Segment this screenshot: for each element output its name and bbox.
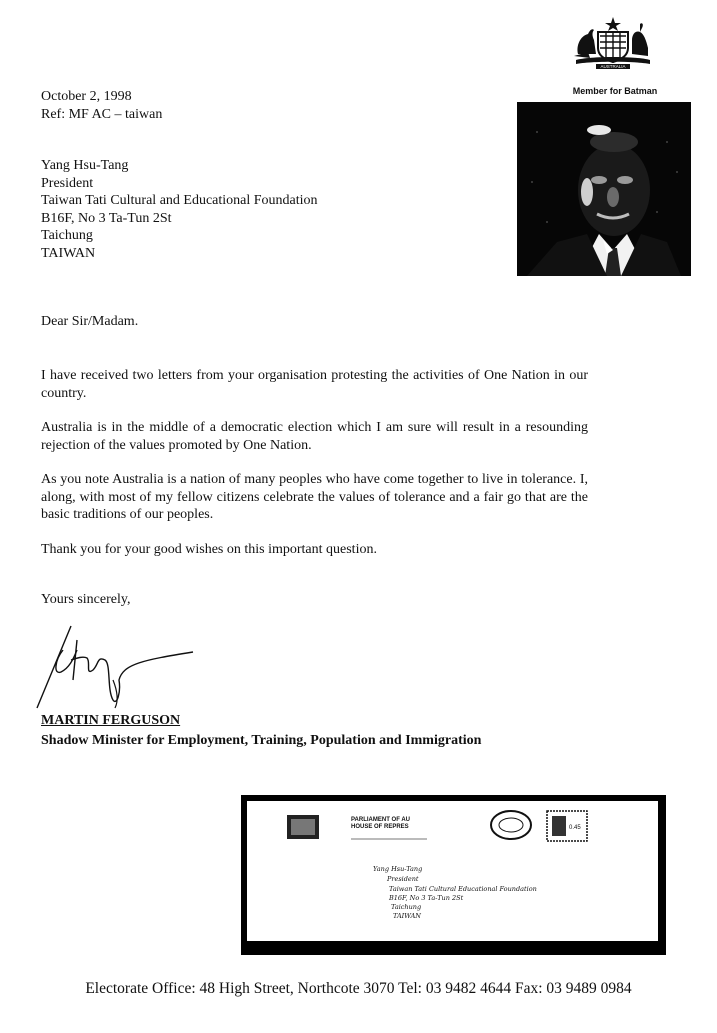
crest-banner-text: AUSTRALIA — [600, 64, 626, 69]
svg-text:0.45: 0.45 — [569, 825, 581, 831]
envelope-sender-line1: PARLIAMENT OF AU — [351, 817, 410, 823]
envelope-sender-line2: HOUSE OF REPRES — [351, 824, 409, 830]
recipient-city: Taichung — [41, 228, 93, 243]
body-paragraph: Thank you for your good wishes on this important question. — [41, 542, 377, 557]
body-paragraph: As you note Australia is a nation of many peoples who have come together to live in tolerance. I, along, with most of my fellow citizens celebrate the values of tolerance and a fair go that are the basic traditions of our peoples. — [41, 472, 588, 523]
recipient-organisation: Taiwan Tati Cultural and Educational Foundation — [41, 193, 318, 208]
recipient-street: B16F, No 3 Ta-Tun 2St — [41, 210, 172, 226]
date-reference-block — [41, 88, 162, 123]
recipient-title: President — [41, 175, 94, 191]
envelope-markings — [247, 801, 658, 941]
body-paragraph: Australia is in the middle of a democratic election which I am sure will result in a resounding rejection of the values promoted by One Nation. — [41, 420, 588, 453]
coat-of-arms-icon — [570, 14, 656, 72]
letter-reference: Ref: MF AC – taiwan — [41, 106, 163, 122]
envelope-face — [247, 801, 658, 941]
svg-text:Taiwan Tati Cultural Education: Taiwan Tati Cultural Educational Foundation — [389, 885, 537, 893]
envelope-image — [241, 795, 666, 955]
svg-text:Taichung: Taichung — [391, 903, 422, 911]
body-paragraph: I have received two letters from your organisation protesting the activities of One Nation in our country. — [41, 368, 588, 401]
letter-date: October 2, 1998 — [41, 89, 132, 104]
closing: Yours sincerely, — [41, 592, 131, 607]
signature-image — [33, 620, 203, 715]
signer-title: Shadow Minister for Employment, Training, Population and Immigration — [41, 733, 482, 748]
recipient-name: Yang Hsu-Tang — [41, 158, 129, 173]
salutation: Dear Sir/Madam. — [41, 314, 139, 329]
recipient-address — [41, 157, 318, 262]
member-label: Member for Batman — [572, 86, 658, 96]
svg-text:Yang Hsu-Tang: Yang Hsu-Tang — [373, 865, 423, 873]
svg-text:B16F, No 3 Ta-Tun 2St: B16F, No 3 Ta-Tun 2St — [389, 894, 464, 902]
electorate-office-footer: Electorate Office: 48 High Street, Northcote 3070 Tel: 03 9482 4644 Fax: 03 9489 0984 — [85, 980, 632, 997]
svg-text:President: President — [387, 875, 419, 883]
portrait-photo — [517, 102, 691, 276]
signer-name: MARTIN FERGUSON — [41, 713, 181, 728]
portrait-image — [517, 102, 691, 276]
recipient-country: TAIWAN — [41, 245, 96, 261]
handwritten-address — [373, 865, 537, 920]
svg-text:TAIWAN: TAIWAN — [393, 912, 421, 920]
